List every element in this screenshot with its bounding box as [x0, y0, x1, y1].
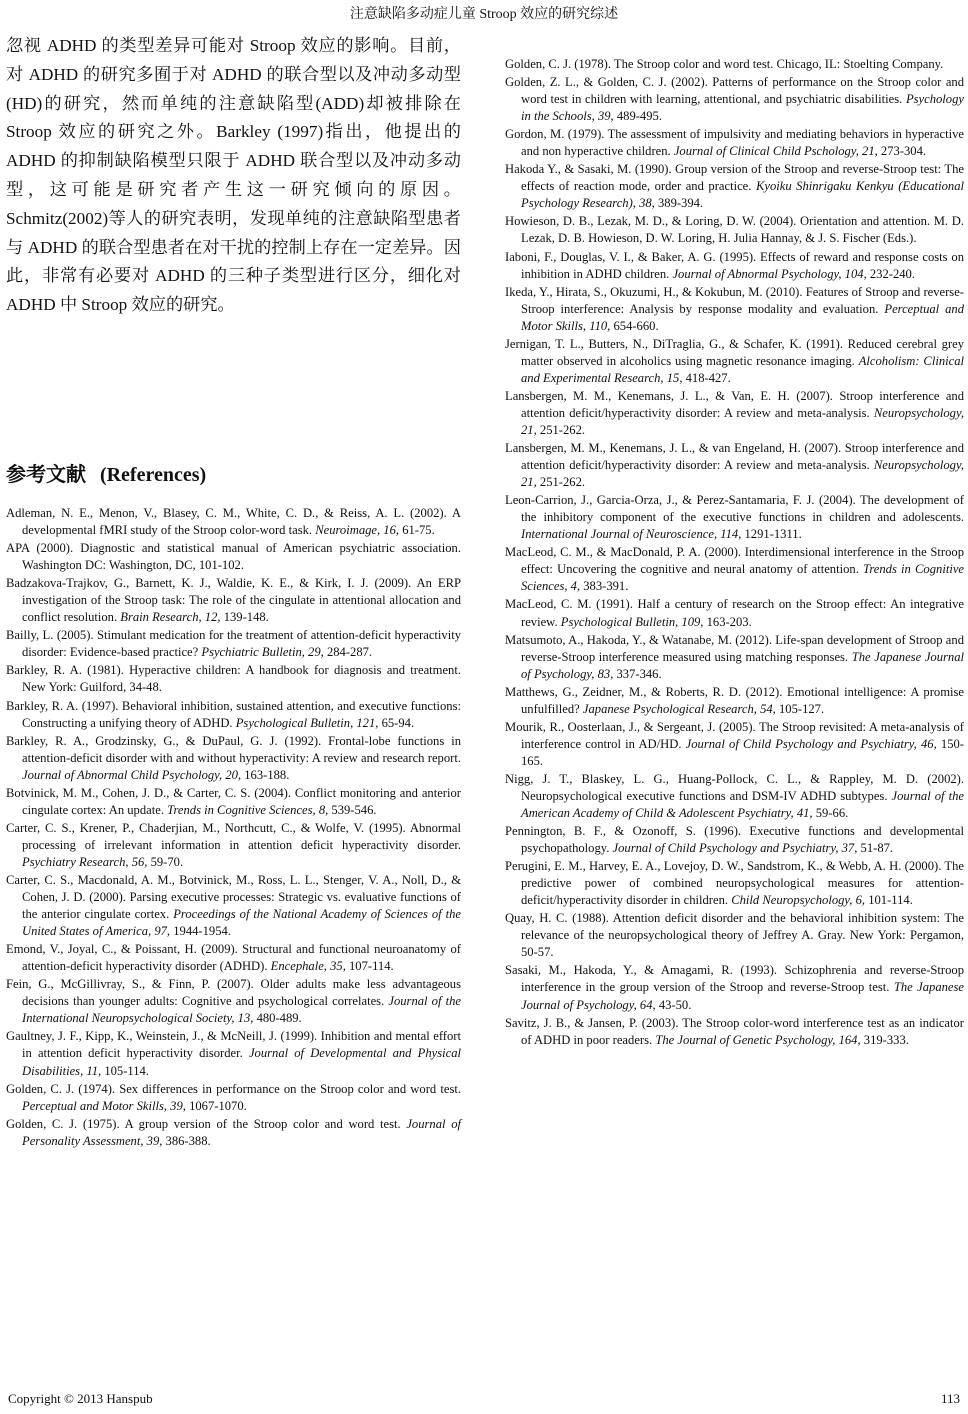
- reference-plain: Barkley, R. A. (1997). Behavioral inhibition, sustained attention, and executive functions: Constructing a unifying theory of ADHD.: [6, 698, 461, 730]
- reference-pages: 284-287.: [323, 645, 373, 660]
- reference-item: [6, 785, 461, 819]
- reference-list-right: [505, 56, 964, 1049]
- reference-pages: 61-75.: [399, 523, 435, 538]
- reference-journal: The Journal of Genetic Psychology, 164,: [655, 1032, 861, 1047]
- reference-journal: International Journal of Neuroscience, 114,: [521, 527, 742, 542]
- reference-pages: 139-148.: [220, 610, 269, 625]
- reference-item: [505, 910, 964, 961]
- reference-journal: Psychiatry Research, 56,: [22, 854, 148, 869]
- reference-item: [6, 698, 461, 732]
- reference-plain: Matthews, G., Zeidner, M., & Roberts, R. D. (2012). Emotional intelligence: A promise unfulfilled?: [505, 684, 964, 716]
- reference-journal: Journal of Clinical Child Pschology, 21,: [673, 144, 878, 159]
- reference-plain: Badzakova-Trajkov, G., Barnett, K. J., Waldie, K. E., & Kirk, I. J. (2009). An ERP investigation of the Stroop task: The role of the cingulate in attentional allocation and conflict resolution.: [6, 576, 461, 625]
- reference-pages: 251-262.: [536, 475, 586, 490]
- reference-plain: Nigg, J. T., Blaskey, L. G., Huang-Pollock, C. L., & Rappley, M. D. (2002). Neuropsychological executive functions and DSM-IV ADHD subtypes.: [505, 771, 964, 803]
- reference-journal: Psychological Bulletin, 121,: [235, 715, 379, 730]
- reference-plain: Leon-Carrion, J., Garcia-Orza, J., & Perez-Santamaria, F. J. (2004). The development of the inhibitory component of the executive functions in children and adolescents.: [505, 493, 964, 525]
- reference-pages: 539-546.: [328, 802, 377, 817]
- reference-journal: Journal of the American Academy of Child & Adolescent Psychiatry, 41,: [521, 788, 964, 821]
- reference-plain: Matsumoto, A., Hakoda, Y., & Watanabe, M. (2012). Life-span development of Stroop and reverse-Stroop interference measured using matching responses.: [505, 632, 964, 664]
- reference-item: [6, 820, 461, 871]
- reference-journal: Journal of Developmental and Physical Disabilities, 11,: [22, 1046, 461, 1078]
- reference-plain: Jernigan, T. L., Butters, N., DiTraglia, G., & Schafer, K. (1991). Reduced cerebral grey matter observed in alcoholics using magnetic resonance imaging.: [505, 336, 964, 368]
- reference-journal: Perceptual and Motor Skills, 110,: [521, 301, 964, 333]
- reference-pages: 1067-1070.: [185, 1098, 247, 1113]
- reference-item: [6, 733, 461, 784]
- reference-journal: Perceptual and Motor Skills, 39,: [22, 1098, 186, 1113]
- reference-item: [6, 976, 461, 1027]
- reference-pages: 273-304.: [877, 144, 927, 159]
- reference-item: [6, 662, 461, 696]
- reference-item: [6, 627, 461, 661]
- copyright: Copyright © 2013 Hanspub: [8, 1391, 153, 1406]
- reference-pages: 65-94.: [378, 715, 415, 730]
- reference-journal: Trends in Cognitive Sciences, 8,: [167, 802, 329, 817]
- reference-journal: Psychology in the Schools, 39,: [521, 92, 964, 124]
- reference-item: [505, 771, 964, 822]
- reference-journal: Psychological Bulletin, 109,: [560, 614, 704, 629]
- reference-item: [505, 56, 964, 73]
- reference-plain: MacLeod, C. M. (1991). Half a century of research on the Stroop effect: An integrative review.: [505, 597, 964, 629]
- reference-pages: 150-165.: [521, 736, 965, 768]
- reference-item: [505, 596, 964, 630]
- reference-item: [505, 823, 964, 857]
- reference-plain: Perugini, E. M., Harvey, E. A., Lovejoy, D. W., Sandstrom, K., & Webb, A. H. (2000). The predictive power of combined neuropsychological measures for attention-deficit/hyperactivity disorder in children.: [505, 859, 964, 908]
- reference-plain: Emond, V., Joyal, C., & Poissant, H. (2009). Structural and functional neuroanatomy of attention-deficit hyperactivity disorder (ADHD).: [6, 942, 461, 974]
- reference-pages: 480-489.: [253, 1011, 302, 1026]
- reference-plain: Golden, C. J. (1978). The Stroop color and word test. Chicago, IL: Stoelting Company.: [505, 57, 944, 71]
- reference-journal: Alcoholism: Clinical and Experimental Research, 15,: [521, 353, 964, 385]
- references-heading-en: (References): [99, 464, 207, 486]
- reference-plain: Ikeda, Y., Hirata, S., Okuzumi, H., & Kokubun, M. (2010). Features of Stroop and reverse-Stroop interference: Analysis by response modality and evaluation.: [505, 284, 964, 316]
- reference-plain: Barkley, R. A., Grodzinsky, G., & DuPaul, G. J. (1992). Frontal-lobe functions in attention-deficit disorder with and without hyperactivity: A review and research report.: [6, 733, 461, 765]
- reference-plain: Bailly, L. (2005). Stimulant medication for the treatment of attention-deficit hyperactivity disorder: Evidence-based practice?: [6, 628, 461, 660]
- reference-item: [505, 1015, 964, 1049]
- reference-plain: Adleman, N. E., Menon, V., Blasey, C. M., White, C. D., & Reiss, A. L. (2002). A developmental fMRI study of the Stroop color-word task.: [6, 506, 461, 538]
- reference-journal: Encephale, 35,: [270, 959, 346, 974]
- reference-plain: Barkley, R. A. (1981). Hyperactive children: A handbook for diagnosis and treatment. New York: Guilford, 34-48.: [6, 663, 461, 695]
- reference-journal: Kyoiku Shinrigaku Kenkyu (Educational Psychology Research), 38,: [521, 179, 964, 211]
- page-number: 113: [940, 1391, 960, 1406]
- reference-plain: Carter, C. S., Macdonald, A. M., Botvinick, M., Ross, L. L., Stenger, V. A., Noll, D., & Cohen, J. D. (2000). Parsing executive processes: Strategic vs. evaluative functions of the anterior cingulate cortex.: [6, 872, 461, 922]
- reference-item: [505, 632, 964, 683]
- reference-plain: Gordon, M. (1979). The assessment of impulsivity and mediating behaviors in hyperactive and non hyperactive children.: [505, 127, 964, 159]
- reference-journal: Psychiatric Bulletin, 29,: [201, 645, 324, 660]
- reference-pages: 251-262.: [536, 422, 586, 437]
- reference-item: [505, 336, 964, 387]
- reference-journal: Japanese Psychological Research, 54,: [582, 701, 776, 716]
- reference-pages: 489-495.: [613, 109, 662, 124]
- running-header: 注意缺陷多动症儿童 Stroop 效应的研究综述: [349, 7, 619, 22]
- reference-item: [505, 284, 964, 335]
- reference-journal: The Japanese Journal of Psychology, 64,: [521, 980, 964, 1012]
- reference-plain: Sasaki, M., Hakoda, Y., & Amagami, R. (1993). Schizophrenia and reverse-Stroop interference in the group version of the Stroop and reverse-Stroop test.: [505, 963, 964, 995]
- reference-journal: The Japanese Journal of Psychology, 83,: [521, 649, 964, 681]
- reference-journal: Neuropsychology, 21,: [521, 458, 964, 490]
- reference-pages: 59-66.: [812, 806, 849, 821]
- references-heading-cn: 参考文献: [6, 462, 86, 486]
- reference-plain: Iaboni, F., Douglas, V. I., & Baker, A. G. (1995). Effects of reward and response costs on inhibition in ADHD children.: [505, 249, 964, 281]
- reference-item: [6, 872, 461, 940]
- reference-journal: Proceedings of the National Academy of Sciences of the United States of America, 97,: [22, 907, 461, 939]
- reference-pages: 383-391.: [580, 579, 629, 594]
- reference-plain: Lansbergen, M. M., Kenemans, J. L., & van Engeland, H. (2007). Stroop interference and attention deficit/hyperactivity disorder: A review and meta-analysis.: [505, 441, 964, 473]
- reference-pages: 105-127.: [775, 701, 825, 716]
- reference-pages: 105-114.: [101, 1063, 149, 1078]
- reference-pages: 163-188.: [241, 767, 290, 782]
- reference-item: [6, 505, 461, 539]
- reference-item: [505, 74, 964, 125]
- reference-pages: 1291-1311.: [741, 527, 802, 542]
- reference-plain: Gaultney, J. F., Kipp, K., Weinstein, J., & McNeill, J. (1999). Inhibition and mental effort in attention deficit hyperactivity disorder.: [6, 1029, 461, 1061]
- reference-pages: 1944-1954.: [170, 924, 231, 939]
- reference-pages: 107-114.: [345, 959, 394, 974]
- reference-pages: 59-70.: [147, 854, 184, 869]
- reference-pages: 319-333.: [860, 1032, 909, 1047]
- reference-item: [505, 858, 964, 909]
- reference-item: [6, 1081, 461, 1115]
- reference-pages: 232-240.: [866, 266, 916, 281]
- reference-journal: Journal of Child Psychology and Psychiatry, 37,: [612, 841, 858, 856]
- right-column: [505, 56, 964, 1050]
- reference-item: [505, 684, 964, 718]
- reference-pages: 337-346.: [613, 666, 662, 681]
- reference-plain: Savitz, J. B., & Jansen, P. (2003). The Stroop color-word interference test as an indicator of ADHD in poor readers.: [505, 1015, 964, 1047]
- reference-item: [505, 440, 964, 491]
- reference-item: [6, 540, 461, 574]
- reference-plain: Quay, H. C. (1988). Attention deficit disorder and the behavioral inhibition system: The relevance of the neuropsychological theory of Jeffrey A. Gray. New York: Pergamon, 50-57.: [505, 911, 964, 960]
- reference-list-left: [6, 505, 461, 1151]
- reference-item: [505, 249, 964, 283]
- reference-journal: Child Neuropsychology, 6,: [731, 893, 866, 908]
- reference-plain: Golden, Z. L., & Golden, C. J. (2002). Patterns of performance on the Stroop color and word test in children with learning, attentional, and psychiatric disabilities.: [505, 75, 964, 107]
- reference-pages: 654-660.: [610, 318, 659, 333]
- reference-pages: 51-87.: [857, 841, 894, 856]
- reference-item: [6, 1028, 461, 1079]
- reference-pages: 389-394.: [654, 196, 704, 211]
- reference-journal: Journal of Abnormal Child Psychology, 20,: [22, 767, 242, 782]
- reference-journal: Trends in Cognitive Sciences, 4,: [521, 562, 964, 594]
- reference-plain: Lansbergen, M. M., Kenemans, J. L., & Van, E. H. (2007). Stroop interference and attention deficit/hyperactivity disorder: A review and meta-analysis.: [505, 388, 964, 420]
- reference-plain: Golden, C. J. (1974). Sex differences in performance on the Stroop color and word test.: [6, 1081, 461, 1096]
- reference-item: [6, 941, 461, 975]
- reference-item: [505, 213, 964, 247]
- reference-journal: Journal of Personality Assessment, 39,: [22, 1116, 462, 1148]
- reference-item: [505, 126, 964, 160]
- reference-item: [6, 575, 461, 626]
- body-paragraph: 忽视 ADHD 的类型差异可能对 Stroop 效应的影响。目前，对 ADHD 的研究多囿于对 ADHD 的联合型以及冲动多动型(HD)的研究，然而单纯的注意缺陷型(ADD)却被排除在 Stroop 效应的研究之外。Barkley (1997)指出，他提出的 ADHD 的抑制缺陷模型只限于 ADHD 联合型以及冲动多动型，这可能是研究者产生这一研究倾向的原因。Schmitz(2002)等人的研究表明，发现单纯的注意缺陷型患者与 ADHD 的联合型患者在对干扰的控制上存在一定差异。因此，非常有必要对 ADHD 的三种子类型进行区分，细化对 ADHD 中 Stroop 效应的研究。: [6, 36, 461, 315]
- reference-plain: Fein, G., McGillivray, S., & Finn, P. (2007). Older adults make less advantageous decisions than younger adults: Cognitive and psychological correlates.: [6, 977, 461, 1009]
- reference-journal: Brain Research, 12,: [120, 610, 221, 625]
- reference-plain: Mourik, R., Oosterlaan, J., & Sergeant, J. (2005). The Stroop revisited: A meta-analysis of interference control in AD/HD.: [505, 719, 964, 751]
- reference-plain: Botvinick, M. M., Cohen, J. D., & Carter, C. S. (2004). Conflict monitoring and anterior cingulate cortex: An update.: [6, 785, 461, 817]
- reference-plain: Golden, C. J. (1975). A group version of the Stroop color and word test.: [6, 1116, 407, 1131]
- reference-item: [505, 492, 964, 543]
- reference-journal: Journal of Child Psychology and Psychiatry, 46,: [685, 736, 937, 751]
- reference-plain: Carter, C. S., Krener, P., Chaderjian, M., Northcutt, C., & Wolfe, V. (1995). Abnormal processing of irrelevant information in attention deficit hyperactivity disorder.: [6, 820, 461, 852]
- reference-pages: 163-203.: [703, 614, 752, 629]
- reference-plain: Howieson, D. B., Lezak, M. D., & Loring, D. W. (2004). Orientation and attention. M. D. Lezak, D. B. Howieson, D. W. Loring, H. Julia Hannay, & J. S. Fischer (Eds.).: [505, 214, 964, 246]
- reference-item: [6, 1116, 461, 1150]
- reference-plain: Pennington, B. F., & Ozonoff, S. (1996). Executive functions and developmental psychopathology.: [505, 824, 964, 856]
- reference-item: [505, 719, 964, 770]
- references-heading: [6, 458, 206, 487]
- reference-journal: Journal of the International Neuropsychological Society, 13,: [22, 994, 461, 1026]
- reference-journal: Neuroimage, 16,: [315, 523, 400, 538]
- reference-plain: APA (2000). Diagnostic and statistical manual of American psychiatric association. Washington DC: Washington, DC, 101-102.: [6, 541, 461, 573]
- reference-plain: Hakoda Y., & Sasaki, M. (1990). Group version of the Stroop and reverse-Stroop test: The effects of reaction mode, order and practice.: [505, 162, 964, 194]
- reference-pages: 418-427.: [682, 370, 731, 385]
- reference-pages: 386-388.: [162, 1133, 211, 1148]
- reference-pages: 101-114.: [865, 893, 913, 908]
- reference-journal: Neuropsychology, 21,: [521, 405, 964, 437]
- reference-journal: Journal of Abnormal Psychology, 104,: [672, 266, 867, 281]
- reference-pages: 43-50.: [655, 997, 692, 1012]
- reference-plain: MacLeod, C. M., & MacDonald, P. A. (2000). Interdimensional interference in the Stroop effect: Uncovering the cognitive and neural anatomy of attention.: [505, 545, 964, 577]
- reference-item: [505, 161, 964, 212]
- reference-item: [505, 388, 964, 439]
- reference-item: [505, 962, 964, 1013]
- reference-item: [505, 544, 964, 595]
